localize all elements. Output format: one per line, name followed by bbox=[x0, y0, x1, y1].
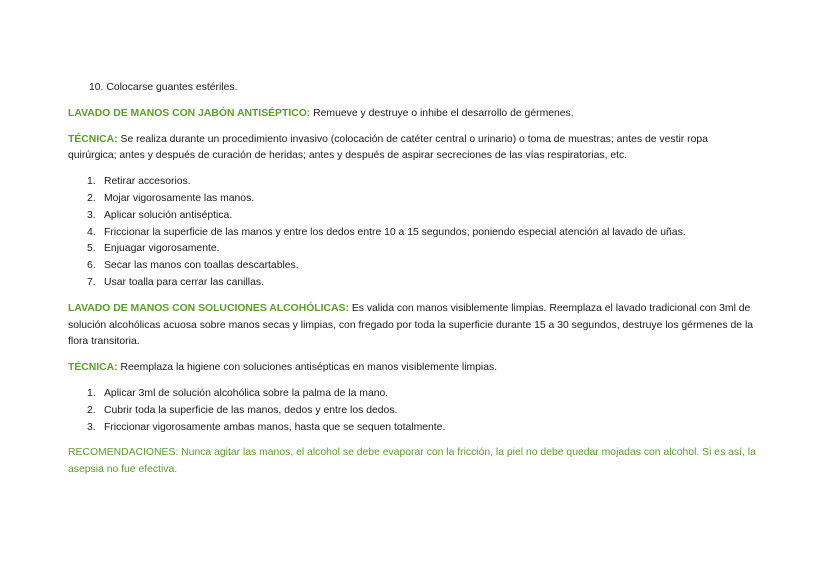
list-number: 3. bbox=[87, 209, 96, 221]
section-description: Remueve y destruye o inhibe el desarrollo de gérmenes. bbox=[310, 107, 574, 119]
list-item bbox=[68, 275, 758, 292]
technique-heading: TÉCNICA: bbox=[68, 133, 118, 145]
technique-paragraph-2 bbox=[68, 360, 758, 377]
list-item-text: Aplicar solución antiséptica. bbox=[104, 209, 233, 221]
list-item-text: Mojar vigorosamente las manos. bbox=[104, 192, 255, 204]
list-number: 2. bbox=[87, 404, 96, 416]
section-heading: LAVADO DE MANOS CON SOLUCIONES ALCOHÓLICAS: bbox=[68, 302, 349, 314]
list-item bbox=[68, 386, 758, 403]
technique-paragraph-1 bbox=[68, 132, 758, 166]
list-number: 10. bbox=[89, 82, 104, 93]
list-number: 1. bbox=[87, 387, 96, 399]
list-number: 5. bbox=[87, 243, 96, 255]
list-item bbox=[68, 208, 758, 225]
list-number: 1. bbox=[87, 176, 96, 188]
list-item-text: Cubrir toda la superficie de las manos, dedos y entre los dedos. bbox=[104, 404, 398, 416]
list-item-text: Colocarse guantes estériles. bbox=[106, 82, 238, 93]
list-item-text: Usar toalla para cerrar las canillas. bbox=[104, 276, 264, 288]
list-item-text: Friccionar vigorosamente ambas manos, hasta que se sequen totalmente. bbox=[104, 421, 446, 433]
technique-description: Se realiza durante un procedimiento invasivo (colocación de catéter central o urinario) o toma de muestras; antes de vestir ropa quirúrgica; antes y después de curación de heridas; antes y después de aspirar secreciones de las vías respiratorias, etc. bbox=[68, 133, 708, 162]
section-alcohol-solutions bbox=[68, 301, 758, 351]
section-antiseptic-soap bbox=[68, 106, 758, 123]
section-heading: LAVADO DE MANOS CON JABÓN ANTISÉPTICO: bbox=[68, 107, 311, 119]
list-item bbox=[68, 191, 758, 208]
list-item bbox=[68, 174, 758, 191]
list-number: 3. bbox=[87, 421, 96, 433]
recommendations-paragraph: RECOMENDACIONES: Nunca agitar las manos, el alcohol se debe evaporar con la fricción, la piel no debe quedar mojadas con alcohol. Si es así, la asepsia no fue efectiva. bbox=[68, 447, 756, 476]
list-item-text: Aplicar 3ml de solución alcohólica sobre la palma de la mano. bbox=[104, 387, 389, 399]
list-number: 2. bbox=[87, 192, 96, 204]
list-number: 4. bbox=[87, 226, 96, 238]
list-item bbox=[68, 403, 758, 420]
list-item bbox=[68, 241, 758, 258]
list-item bbox=[68, 258, 758, 275]
list-item bbox=[68, 225, 758, 242]
technique-steps-list-2 bbox=[68, 386, 758, 436]
list-item-text: Secar las manos con toallas descartables. bbox=[104, 260, 299, 272]
list-item-10 bbox=[68, 80, 758, 97]
technique-description: Reemplaza la higiene con soluciones antisépticas en manos visiblemente limpias. bbox=[117, 362, 498, 374]
list-number: 7. bbox=[87, 276, 96, 288]
technique-heading: TÉCNICA: bbox=[68, 362, 118, 374]
list-item-text: Retirar accesorios. bbox=[104, 176, 191, 188]
list-item bbox=[68, 420, 758, 437]
document-page bbox=[68, 80, 758, 479]
list-item-text: Friccionar la superficie de las manos y entre los dedos entre 10 a 15 segundos, poniendo especial atención al lavado de uñas. bbox=[104, 226, 686, 238]
list-item-text: Enjuagar vigorosamente. bbox=[104, 243, 220, 255]
technique-steps-list-1 bbox=[68, 174, 758, 292]
section-description: Es valida con manos visiblemente limpias. Reemplaza el lavado tradicional con 3ml de solución alcohólicas acuosa sobre manos secas y limpias, con fregado por toda la superficie durante 15 a 30 segundos, destruye los gérmenes de la flora transitoria. bbox=[68, 302, 754, 348]
list-number: 6. bbox=[87, 260, 96, 272]
